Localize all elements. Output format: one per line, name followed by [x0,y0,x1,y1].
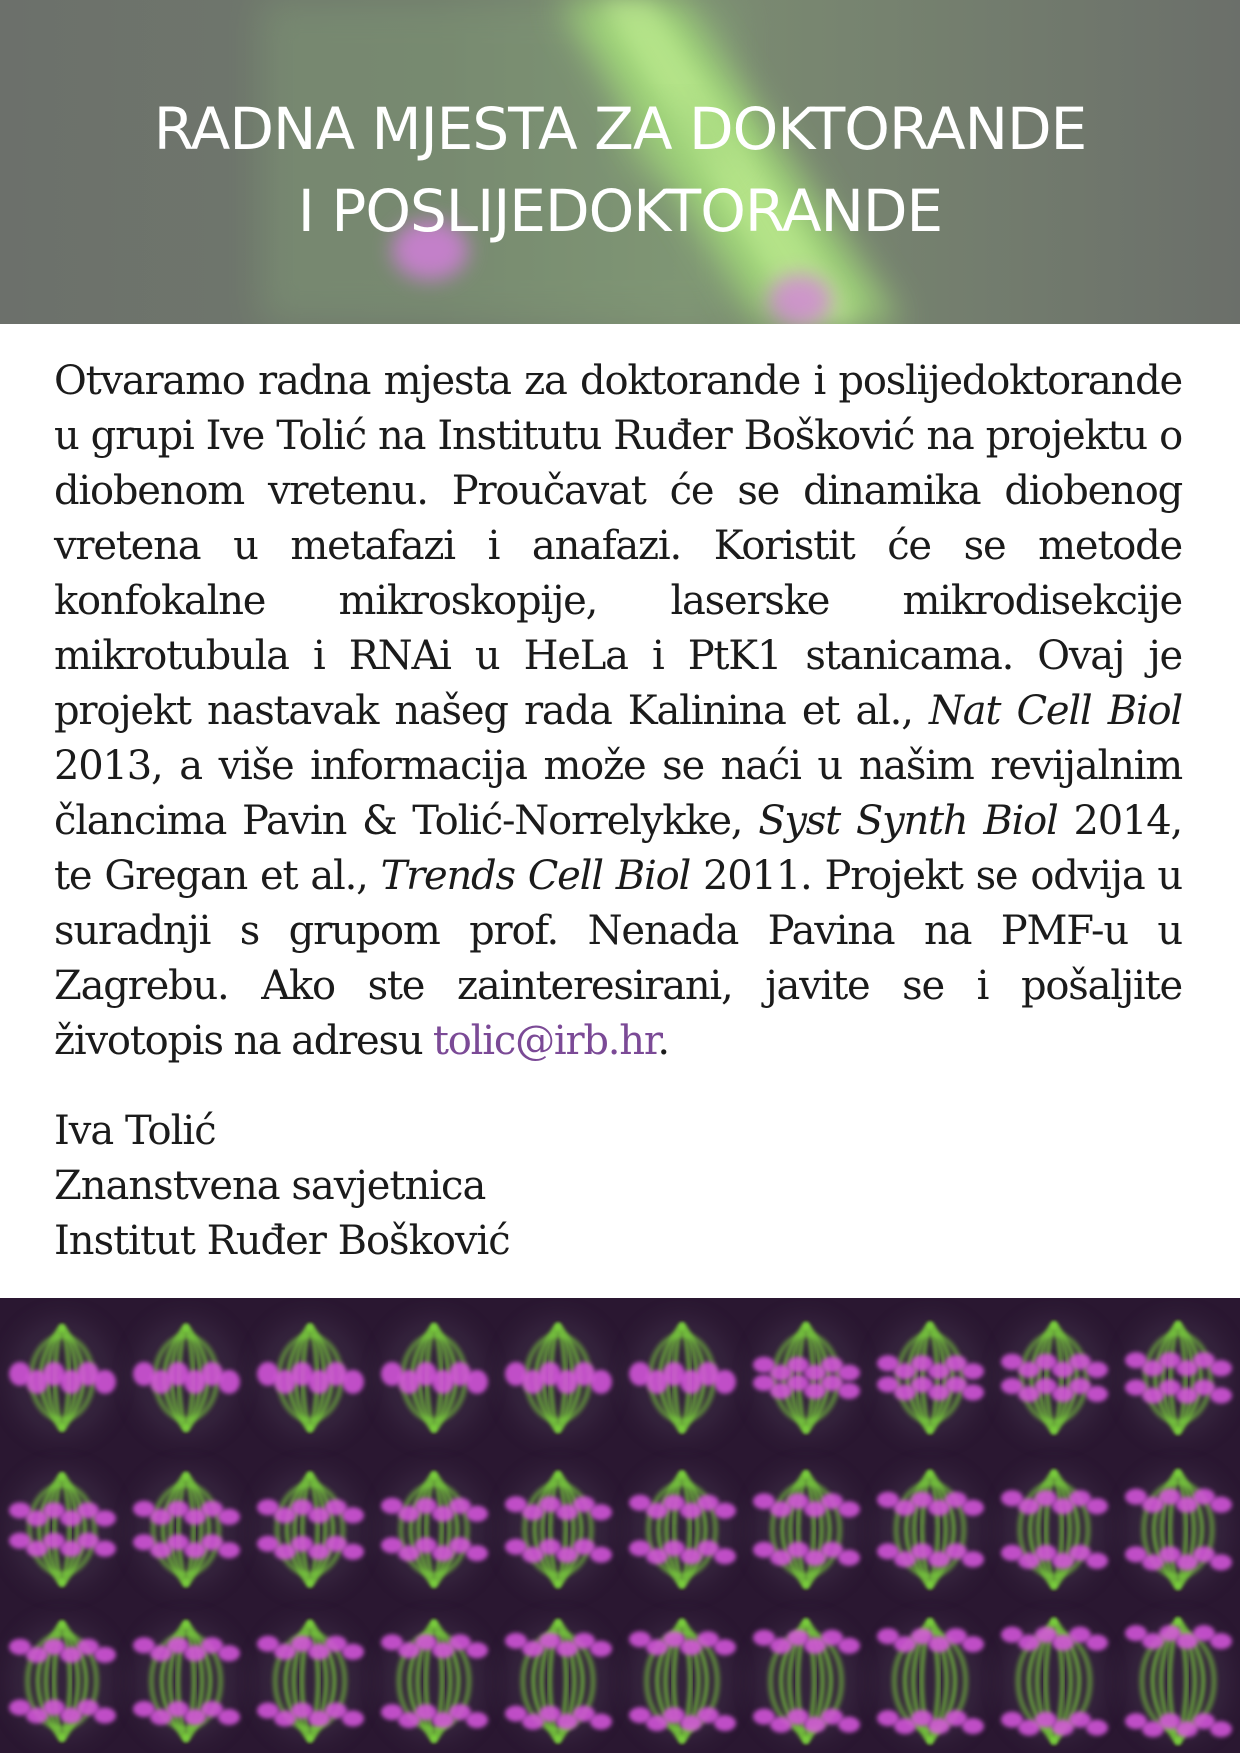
cell-image [8,1468,116,1592]
cell-image [752,1619,860,1743]
cell-image [8,1316,116,1440]
cell-image [132,1619,240,1743]
cell-image [1000,1316,1108,1440]
paragraph-text-1: Otvaramo radna mjesta za doktorande i poslijedoktorande u grupi Ive Tolić na Institutu Ruđer Bošković na projektu o diobenom vretenu. Proučavat će se dinamika diobenog vretena u metafazi i anafazi. Koristit će se metode konfokalne mikroskopije, laserske mikrodisekcije mikrotubula i RNAi u HeLa i PtK1 stanicama. Ovaj je projekt nastavak našeg rada Kalinina et al., [54,358,1182,734]
cell-image [256,1316,364,1440]
cell-image [256,1619,364,1743]
cell-image [380,1468,488,1592]
journal-name-2: Syst Synth Biol [758,798,1058,844]
cell-image [876,1316,984,1440]
cell-image [628,1468,736,1592]
mitotic-spindle-images [0,1298,1240,1753]
journal-name-3: Trends Cell Biol [380,853,691,899]
cell-image [876,1468,984,1592]
cell-image [628,1316,736,1440]
signature-block [54,1104,954,1269]
cell-image [1124,1619,1232,1743]
cell-image [752,1468,860,1592]
cell-image [504,1316,612,1440]
cell-image [8,1619,116,1743]
paragraph-text-4: 2011. Projekt se odvija u suradnji s grupom prof. Nenada Pavina na PMF-u u Zagrebu. Ako ste zainteresirani, javite se i pošaljite životopis na adresu [54,853,1182,1064]
paragraph-text-3: 2014, te Gregan et al., [54,798,1182,899]
cell-image [132,1316,240,1440]
mitosis-image-strip [0,1298,1240,1753]
cell-image [628,1619,736,1743]
cell-image [256,1468,364,1592]
cell-image [380,1619,488,1743]
cell-image [380,1316,488,1440]
paragraph-text-5: . [657,1018,669,1064]
signature-institution: Institut Ruđer Bošković [54,1218,510,1264]
cell-image [1000,1619,1108,1743]
email-link[interactable]: tolic@irb.hr [432,1018,658,1064]
job-description-paragraph [54,354,1182,1069]
cell-image [132,1468,240,1592]
cell-image [1124,1468,1232,1592]
cell-image [752,1316,860,1440]
journal-name-1: Nat Cell Biol [928,688,1183,734]
signature-position: Znanstvena savjetnica [54,1163,486,1209]
title-line-2: I POSLIJEDOKTORANDE [297,177,943,245]
cell-image [876,1619,984,1743]
header-banner [0,0,1240,324]
cell-image [1000,1468,1108,1592]
paragraph-text-2: 2013, a više informacija može se naći u našim revijalnim člancima Pavin & Tolić-Norrelykke, [54,743,1182,844]
cell-image [1124,1316,1232,1440]
cell-image [504,1619,612,1743]
title-line-1: RADNA MJESTA ZA DOKTORANDE [153,95,1087,163]
signature-name: Iva Tolić [54,1108,216,1154]
cell-image [504,1468,612,1592]
page-title [0,88,1240,252]
